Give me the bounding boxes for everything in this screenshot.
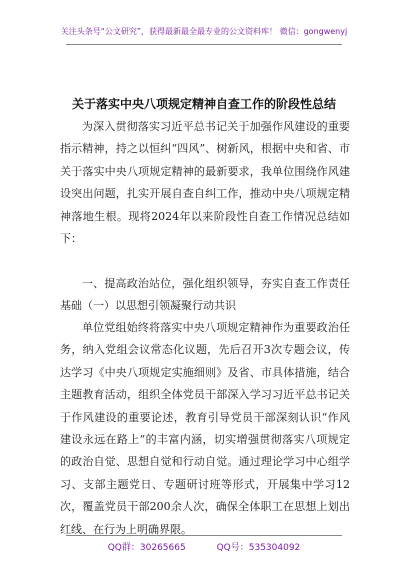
footer-qq-number: QQ号：535304092 bbox=[216, 543, 301, 553]
footer-qq-group: QQ群：30265665 bbox=[107, 543, 186, 553]
footer bbox=[0, 540, 408, 553]
footer-rule bbox=[66, 535, 342, 536]
section-heading-1: 一、提高政治站位，强化组织领导，夯实自查工作责任基础 bbox=[60, 277, 350, 313]
paragraph-body: 单位党组始终将落实中央八项规定精神作为重要政治任务，纳入党组会议常态化议题，先后召开3次专题会议，传达学习《中央八项规定实施细则》及省、市具体措施，结合主题教育活动，组织全体党员干部深入学习习近平总书记关于作风建设的重要论述，教育引导党员干部深刻认识“作风建设永远在路上”的丰富内涵，切实增强贯彻落实八项规定的政治自觉、思想自觉和行动自觉。通过理论学习中心组学习、支部主题党日、专题研讨班等形式，开展集中学习12次，覆盖党员干部200余人次，确保全体职工在思想上划出红线、在行为上明确界限。 bbox=[60, 321, 350, 536]
subsection-heading-1: （一）以思想引领凝聚行动共识 bbox=[82, 299, 236, 312]
paragraph-intro: 为深入贯彻落实习近平总书记关于加强作风建设的重要指示精神，持之以恒纠“四风”、树新风，根据中央和省、市关于落实中央八项规定精神的最新要求，我单位围绕作风建设突出问题，扎实开展自查自纠工作，推动中央八项规定精神落地生根。现将2024年以来阶段性自查工作情况总结如下： bbox=[60, 120, 350, 246]
header-note: 关注头条号“公文研究”，获得最新最全最专业的公文资料库！ 微信：gongwenyj bbox=[60, 27, 348, 36]
document-title: 关于落实中央八项规定精神自查工作的阶段性总结 bbox=[71, 97, 336, 111]
header-rule bbox=[66, 44, 342, 45]
